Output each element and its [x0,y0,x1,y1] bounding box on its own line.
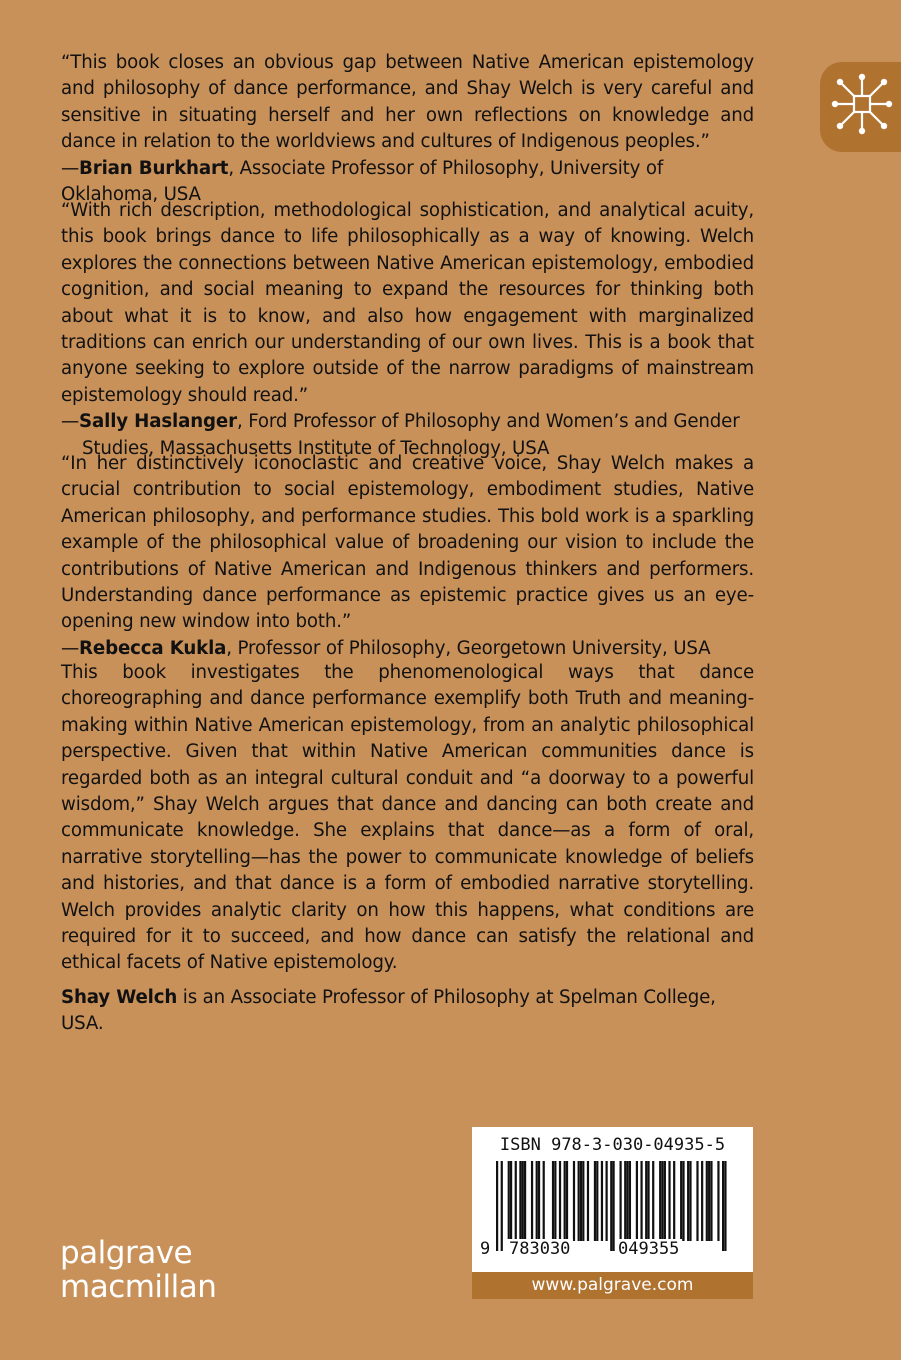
barcode-bar [524,1161,526,1241]
barcode-bar [596,1161,598,1241]
barcode-bar [578,1161,580,1241]
quote-2-affiliation: , Ford Professor of Philosophy and Women’s and Gender [236,411,740,433]
barcode-bar [580,1161,582,1241]
barcode-bar [564,1161,566,1241]
barcode-bar [522,1161,524,1241]
quote-2-affiliation-cont: Studies, Massachusetts Institute of Technology, USA [82,437,550,459]
barcode-bar [552,1161,554,1241]
barcode-bar [689,1161,691,1241]
barcode-bar [645,1161,647,1241]
barcode-bar [543,1161,545,1241]
endorsement-quote-2 [61,198,754,462]
barcode-bar [613,1161,615,1251]
barcode-bar [559,1161,561,1241]
barcode-bar [587,1161,589,1241]
endorsement-quote-3 [61,451,754,662]
quote-1-text: “This book closes an obvious gap between Native American epistemology and philosophy of dance performance, and Shay Welch is very careful and sensitive in situating herself and her own reflections on knowledge and dance in relation to the worldviews and cultures of Indigenous peoples.” [61,52,754,153]
quote-1-author: Brian Burkhart [79,157,229,179]
palgrave-network-icon [830,72,894,136]
barcode-bar [554,1161,556,1241]
barcode-bar [724,1161,726,1251]
author-bio [61,985,754,1038]
barcode-bar [717,1161,719,1241]
barcode-bar [659,1161,661,1241]
barcode-bar [708,1161,710,1241]
isbn-barcode-box [472,1127,753,1299]
barcode-bar [696,1161,698,1241]
quote-1-affiliation: , Associate Professor of Philosophy, University of Oklahoma, USA [61,157,664,206]
publisher-line-2: macmillan [60,1269,217,1305]
barcode-bar [636,1161,638,1241]
barcode-bar [652,1161,654,1241]
barcode-bar [664,1161,666,1241]
barcode-bar [566,1161,568,1241]
barcode-bar [515,1161,517,1241]
barcode-bar [673,1161,675,1241]
isbn-label: ISBN 978-3-030-04935-5 [499,1135,726,1155]
barcode-bar [701,1161,703,1241]
bio-text [61,985,754,1038]
description-text: This book investigates the phenomenological ways that dance choreographing and dance performance exemplify both Truth and meaning-making within Native American epistemology, from an analytic philosophical perspective. Given that within Native American communities dance is regarded both as an integral cultural conduit and “a doorway to a powerful wisdom,” Shay Welch argues that dance and dancing can both create and communicate knowledge. She explains that dance—as a form of oral, narrative storytelling—has the power to communicate knowledge of beliefs and histories, and that dance is a form of embodied narrative storytelling. Welch provides analytic clarity on how this happens, what conditions are required for it to succeed, and how dance can satisfy the relational and ethical facets of Native epistemology. [61,662,754,974]
publisher-line-1: palgrave [60,1235,193,1271]
barcode-bar [510,1161,512,1241]
barcode-bar [624,1161,626,1241]
barcode-bar [508,1161,510,1241]
publisher-logo-badge [820,62,901,152]
quote-2-text: “With rich description, methodological sophistication, and analytical acuity, this book brings dance to life philosophically as a way of knowing. Welch explores the connections between Native American epistemology, embodied cognition, and social meaning to expand the resources for thinking both about what it is to know, and also how engagement with marginalized traditions can enrich our understanding of our own lives. This is a book that anyone seeking to explore outside of the narrow paradigms of mainstream epistemology should read.” [61,200,754,406]
barcode-bar [687,1161,689,1241]
publisher-wordmark [60,1236,216,1304]
barcode-digits-right: 049355 [615,1239,682,1259]
barcode-bar [531,1161,533,1241]
barcode-bar [538,1161,540,1241]
book-description [61,660,754,977]
quote-3-text: “In her distinctively iconoclastic and creative voice, Shay Welch makes a crucial contribution to social epistemology, embodiment studies, Native American philosophy, and performance studies. This bold work is a sparkling example of the philosophical value of broadening our vision to include the contributions of Native American and Indigenous thinkers and performers. Understanding dance performance as epistemic practice gives us an eye-opening new window into both.” [61,453,754,633]
barcode-bar [640,1161,642,1241]
bio-description: is an Associate Professor of Philosophy at Spelman College, USA. [61,987,716,1035]
barcode-digit-first: 9 [480,1239,491,1259]
barcode-bars [496,1161,729,1251]
barcode-bar [629,1161,631,1241]
barcode-bar [536,1161,538,1241]
endorsement-quote-1 [61,50,754,208]
barcode-bar [519,1161,521,1241]
quote-2-dash: — [61,411,80,433]
barcode-bar [619,1161,621,1241]
barcode-bar [606,1161,608,1241]
barcode-bar [710,1161,712,1241]
barcode-bar [582,1161,584,1241]
barcode-bar [573,1161,575,1241]
barcode-bar [594,1161,596,1241]
barcode-digits [472,1239,753,1261]
quote-2-author: Sally Haslanger [79,411,237,433]
barcode-digits-left: 783030 [506,1239,573,1259]
barcode-bar [647,1161,649,1241]
barcode-bar [682,1161,684,1241]
barcode-bar [601,1161,603,1241]
quote-3-affiliation: , Professor of Philosophy, Georgetown University, USA [226,637,711,659]
barcode-bar [610,1161,612,1251]
barcode-bar [626,1161,628,1241]
bio-author-name: Shay Welch [61,987,178,1008]
quote-3-dash: — [61,637,80,659]
publisher-url: www.palgrave.com [472,1272,753,1299]
quote-1-dash: — [61,157,80,179]
barcode-bar [501,1161,503,1251]
barcode-bar [496,1161,498,1251]
barcode-bar [680,1161,682,1241]
barcode-bar [706,1161,708,1241]
quote-3-author: Rebecca Kukla [79,637,227,659]
barcode-bar [668,1161,670,1241]
quote-3-attribution [61,636,754,662]
barcode-bar [661,1161,663,1241]
barcode-bar [722,1161,724,1251]
